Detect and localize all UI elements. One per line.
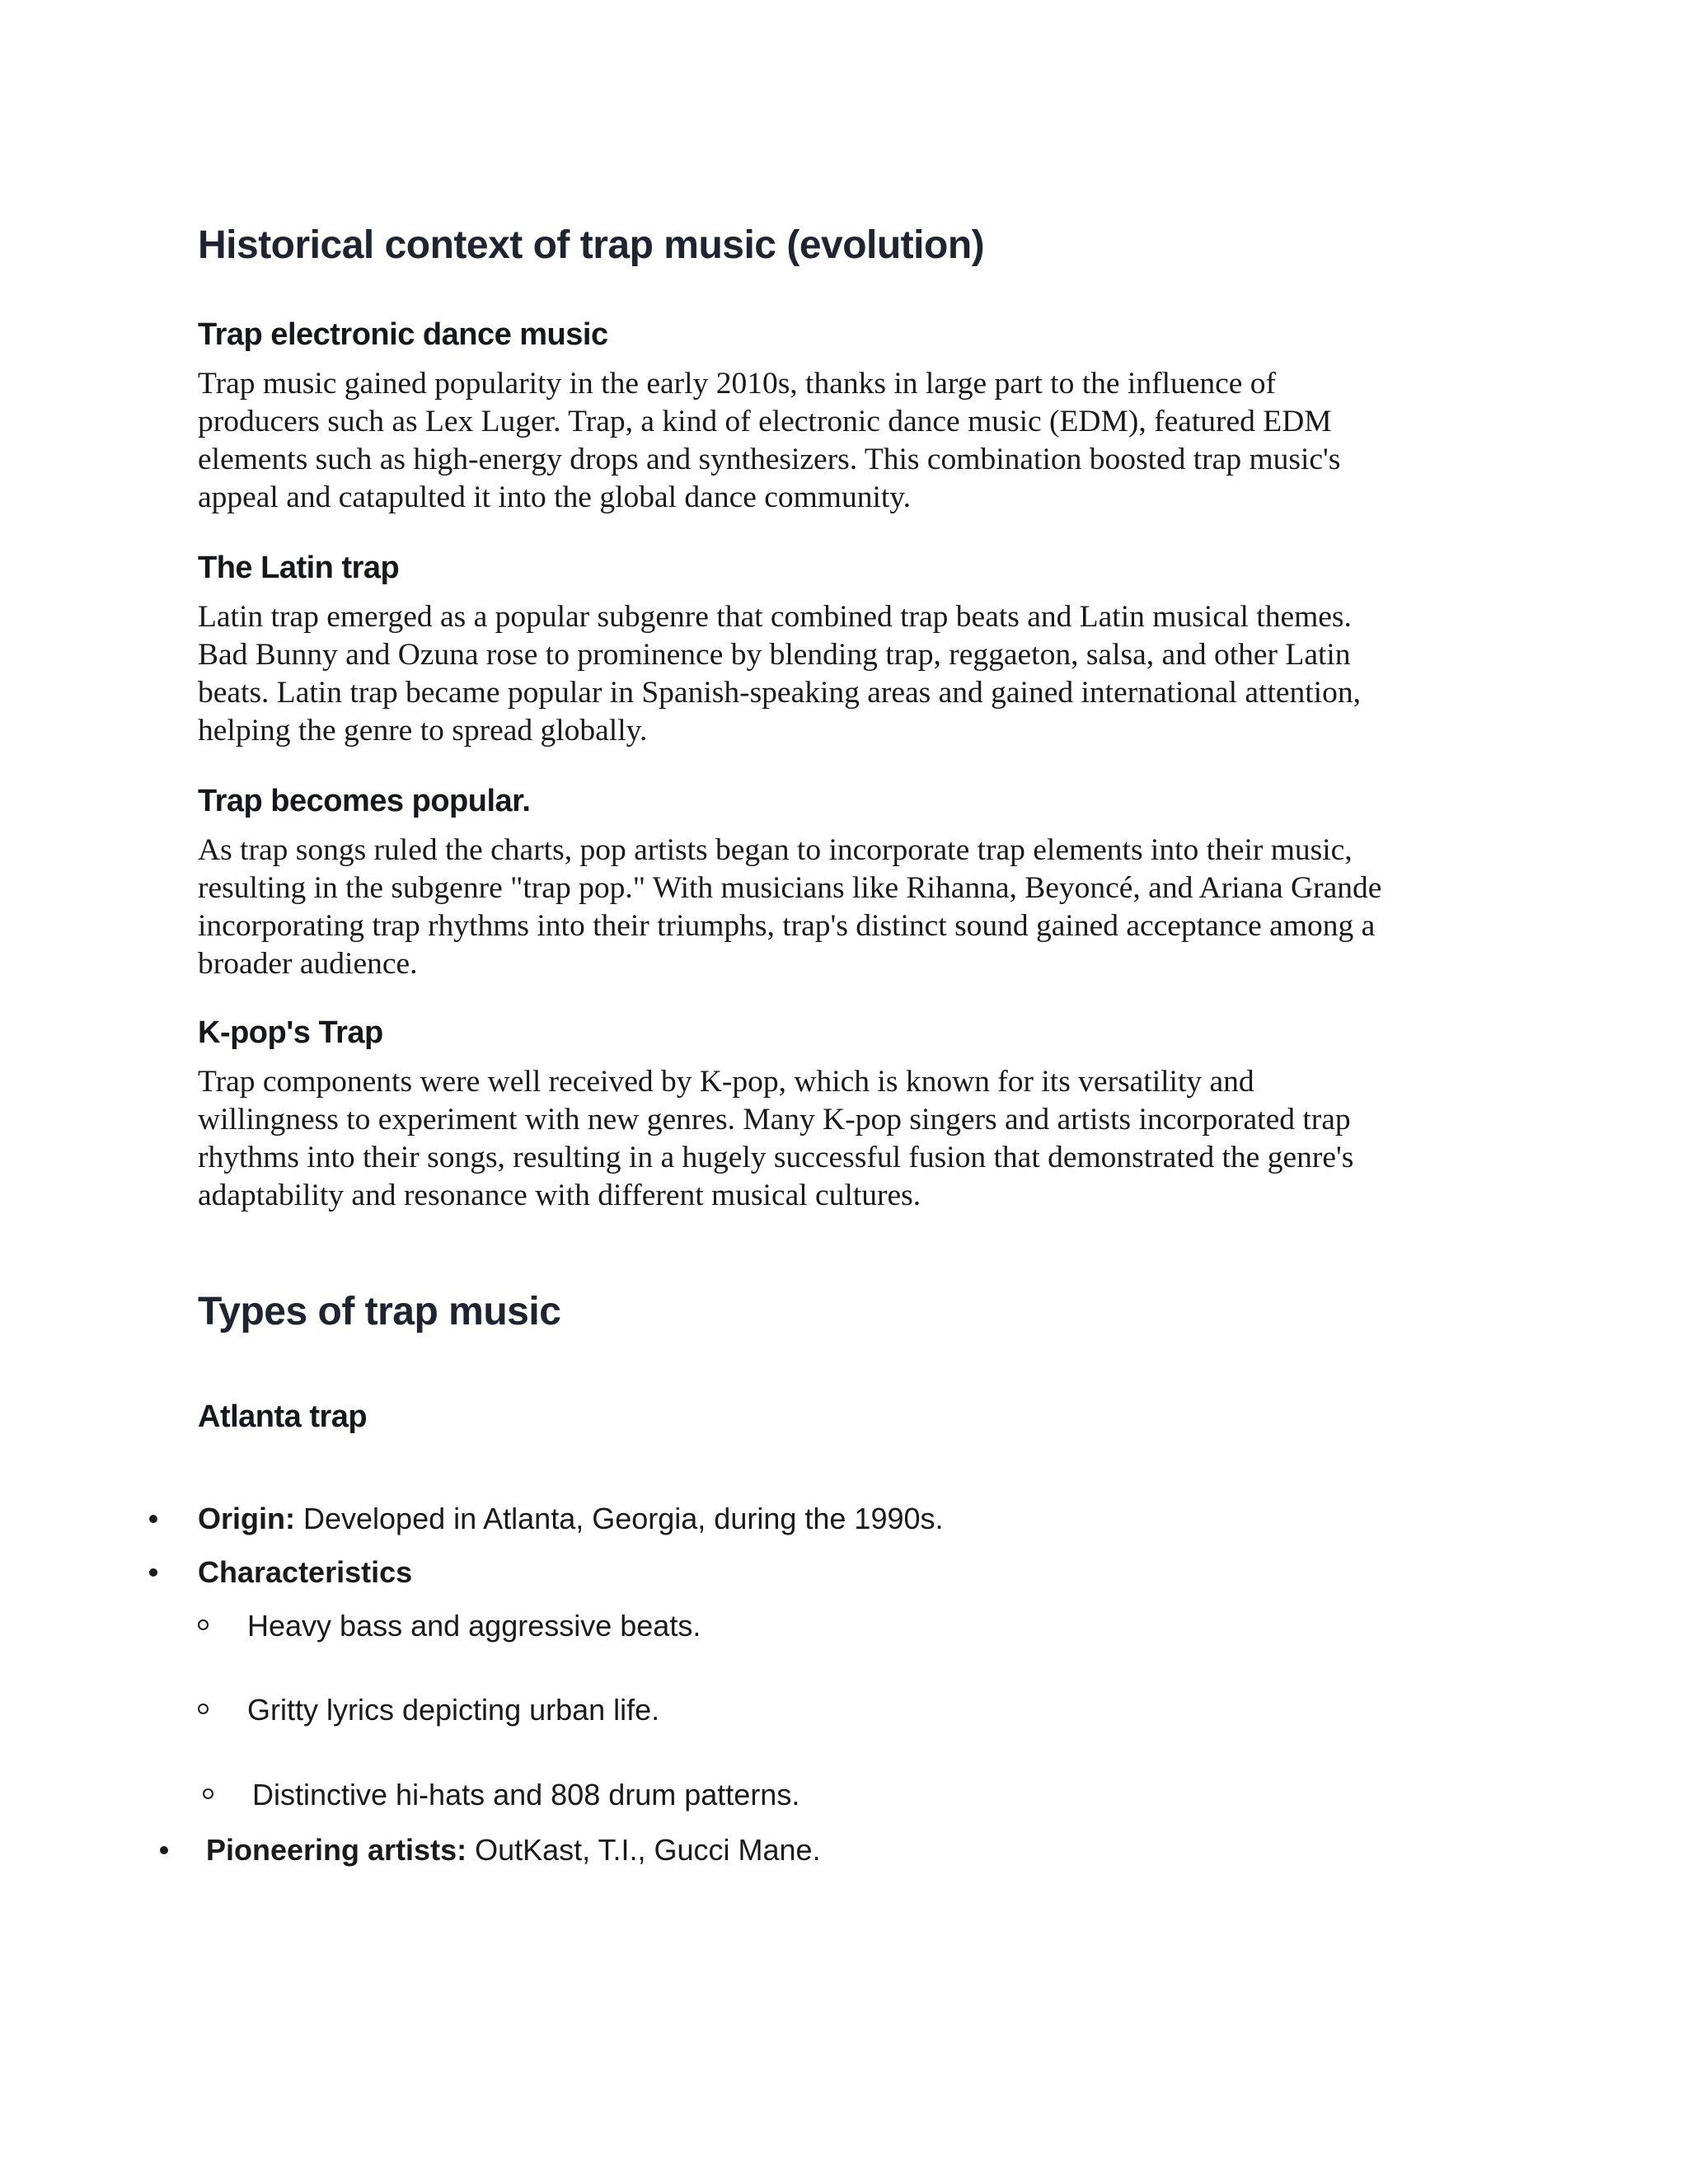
paragraph-line: Trap music gained popularity in the early 2010s, thanks in large part to the influence of — [198, 367, 1277, 401]
paragraph-line: appeal and catapulted it into the global dance community. — [198, 480, 911, 514]
paragraph-trap-edm — [198, 365, 1484, 517]
paragraph-line: Bad Bunny and Ozuna rose to prominence by blending trap, reggaeton, salsa, and other Latin — [198, 638, 1351, 672]
subsection-heading-atlanta-trap: Atlanta trap — [198, 1399, 368, 1434]
subsection-heading-kpop-trap: K-pop's Trap — [198, 1015, 383, 1050]
bullet-pioneering-artists — [206, 1831, 821, 1869]
characteristic-item: Heavy bass and aggressive beats. — [247, 1609, 701, 1643]
paragraph-line: broader audience. — [198, 947, 418, 981]
paragraph-kpop-trap — [198, 1063, 1484, 1215]
paragraph-line: incorporating trap rhythms into their triumphs, trap's distinct sound gained acceptance among a — [198, 909, 1376, 943]
paragraph-latin-trap — [198, 598, 1484, 750]
paragraph-line: Trap components were well received by K-pop, which is known for its versatility and — [198, 1065, 1254, 1099]
characteristic-item: Distinctive hi-hats and 808 drum patterns. — [252, 1778, 800, 1811]
paragraph-line: rhythms into their songs, resulting in a hugely successful fusion that demonstrated the genre's — [198, 1141, 1354, 1174]
paragraph-line: resulting in the subgenre "trap pop." With musicians like Rihanna, Beyoncé, and Ariana Grande — [198, 871, 1382, 905]
paragraph-line: willingness to experiment with new genres. Many K-pop singers and artists incorporated trap — [198, 1103, 1351, 1137]
bullet-origin — [198, 1500, 944, 1538]
bullet-marker — [160, 1846, 168, 1854]
sub-bullet-marker — [198, 1704, 209, 1714]
subsection-heading-trap-edm: Trap electronic dance music — [198, 317, 608, 352]
paragraph-line: elements such as high-energy drops and synthesizers. This combination boosted trap music's — [198, 443, 1341, 476]
bullet-characteristics — [198, 1554, 412, 1591]
bullet-artists-text: OutKast, T.I., Gucci Mane. — [467, 1833, 821, 1867]
paragraph-trap-popular — [198, 832, 1484, 983]
bullet-origin-text: Developed in Atlanta, Georgia, during the 1990s. — [294, 1502, 944, 1535]
paragraph-line: adaptability and resonance with different musical cultures. — [198, 1179, 921, 1212]
sub-bullet-marker — [198, 1619, 209, 1630]
section-title-types: Types of trap music — [198, 1290, 561, 1333]
bullet-artists-label: Pioneering artists: — [206, 1833, 467, 1867]
paragraph-line: producers such as Lex Luger. Trap, a kind of electronic dance music (EDM), featured EDM — [198, 405, 1332, 438]
characteristic-item: Gritty lyrics depicting urban life. — [247, 1693, 660, 1727]
subsection-heading-trap-popular: Trap becomes popular. — [198, 784, 531, 818]
paragraph-line: Latin trap emerged as a popular subgenre that combined trap beats and Latin musical themes. — [198, 600, 1352, 634]
bullet-origin-label: Origin: — [198, 1502, 295, 1535]
bullet-characteristics-label: Characteristics — [198, 1555, 413, 1589]
section-title-history: Historical context of trap music (evolution) — [198, 223, 985, 267]
bullet-marker — [149, 1515, 157, 1523]
paragraph-line: beats. Latin trap became popular in Spanish-speaking areas and gained international attention, — [198, 676, 1361, 710]
sub-bullet-marker — [203, 1788, 213, 1799]
subsection-heading-latin-trap: The Latin trap — [198, 551, 400, 585]
paragraph-line: As trap songs ruled the charts, pop artists began to incorporate trap elements into their music, — [198, 833, 1353, 867]
bullet-marker — [149, 1568, 157, 1577]
paragraph-line: helping the genre to spread globally. — [198, 714, 648, 748]
